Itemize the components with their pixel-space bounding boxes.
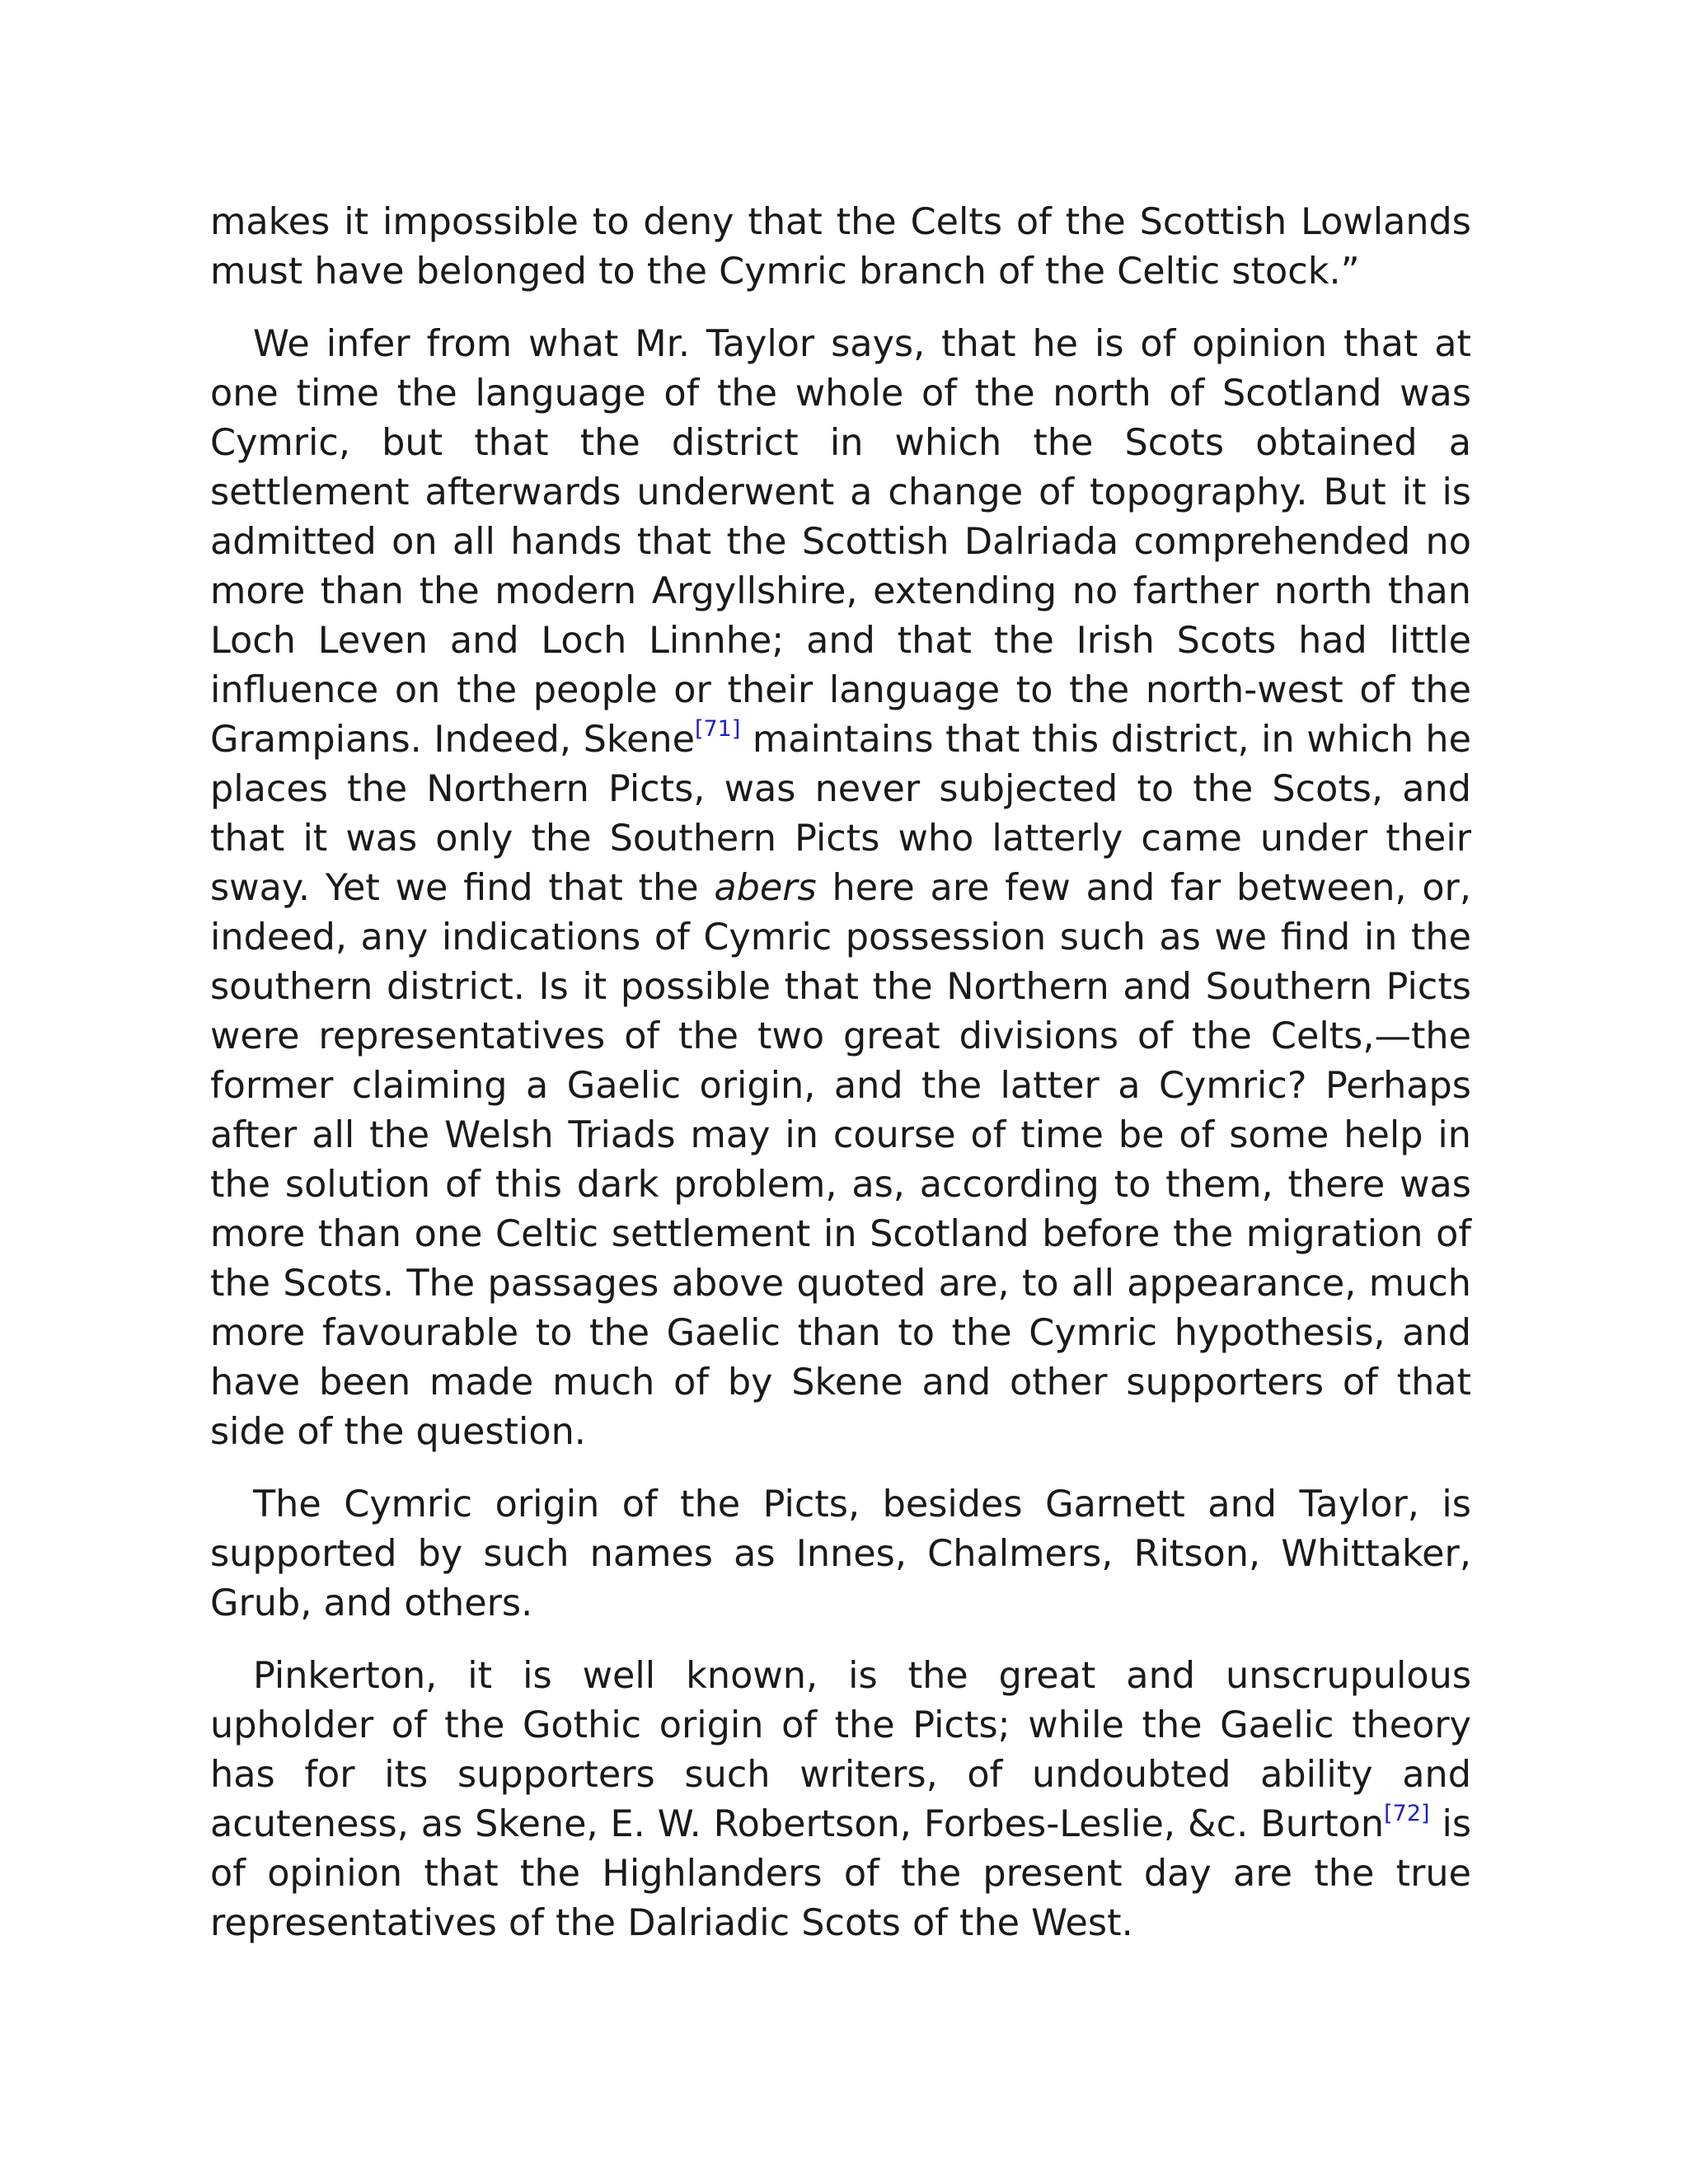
paragraph-1 [210,198,1471,297]
paragraph-3 [210,1480,1471,1629]
paragraph-text: makes it impossible to deny that the Celts of the Scottish Lowlands must have belonged to the Cymric branch of the Celtic stock.” [210,201,1471,293]
paragraph-text: Pinkerton, it is well known, is the great and unscrupulous upholder of the Gothic origin of the Picts; while the Gaelic theory has for its supporters such writers, of undoubted ability and acuteness, as Skene, E. W. Robertson, Forbes-Leslie, &c. Burton [210,1655,1471,1845]
italic-term-abers: abers [714,867,817,909]
page-body [210,198,1471,1971]
paragraph-text: here are few and far between, or, indeed, any indications of Cymric possession such as we find in the southern district. Is it possible that the Northern and Southern Picts were representatives of the two great divisions of the Celts,—the former claiming a Gaelic origin, and the latter a Cymric? Perhaps after all the Welsh Triads may in course of time be of some help in the solution of this dark problem, as, according to them, there was more than one Celtic settlement in Scotland before the migration of the Scots. The passages above quoted are, to all appearance, much more favourable to the Gaelic than to the Cymric hypothesis, and have been made much of by Skene and other supporters of that side of the question. [210,867,1471,1453]
paragraph-4 [210,1652,1471,1948]
paragraph-text: The Cymric origin of the Picts, besides Garnett and Taylor, is supported by such names as Innes, Chalmers, Ritson, Whittaker, Grub, and others. [210,1483,1471,1624]
paragraph-text: maintains that this district, in which he places the Northern Picts, was never subjected to the Scots, and that it was only the Southern Picts who latterly came under their sway. Yet we find that the [210,719,1472,909]
paragraph-2 [210,320,1471,1457]
paragraph-text: is of opinion that the Highlanders of the present day are the true representatives of the Dalriadic Scots of the West. [210,1803,1471,1944]
footnote-link-71[interactable]: [71] [694,716,741,742]
footnote-link-72[interactable]: [72] [1384,1801,1430,1826]
paragraph-text: We infer from what Mr. Taylor says, that he is of opinion that at one time the language of the whole of the north of Scotland was Cymric, but that the district in which the Scots obtained a settlement afterwards underwent a change of topography. But it is admitted on all hands that the Scottish Dalriada comprehended no more than the modern Argyllshire, extending no farther north than Loch Leven and Loch Linnhe; and that the Irish Scots had little influence on the people or their language to the north-west of the Grampians. Indeed, Skene [210,323,1471,761]
